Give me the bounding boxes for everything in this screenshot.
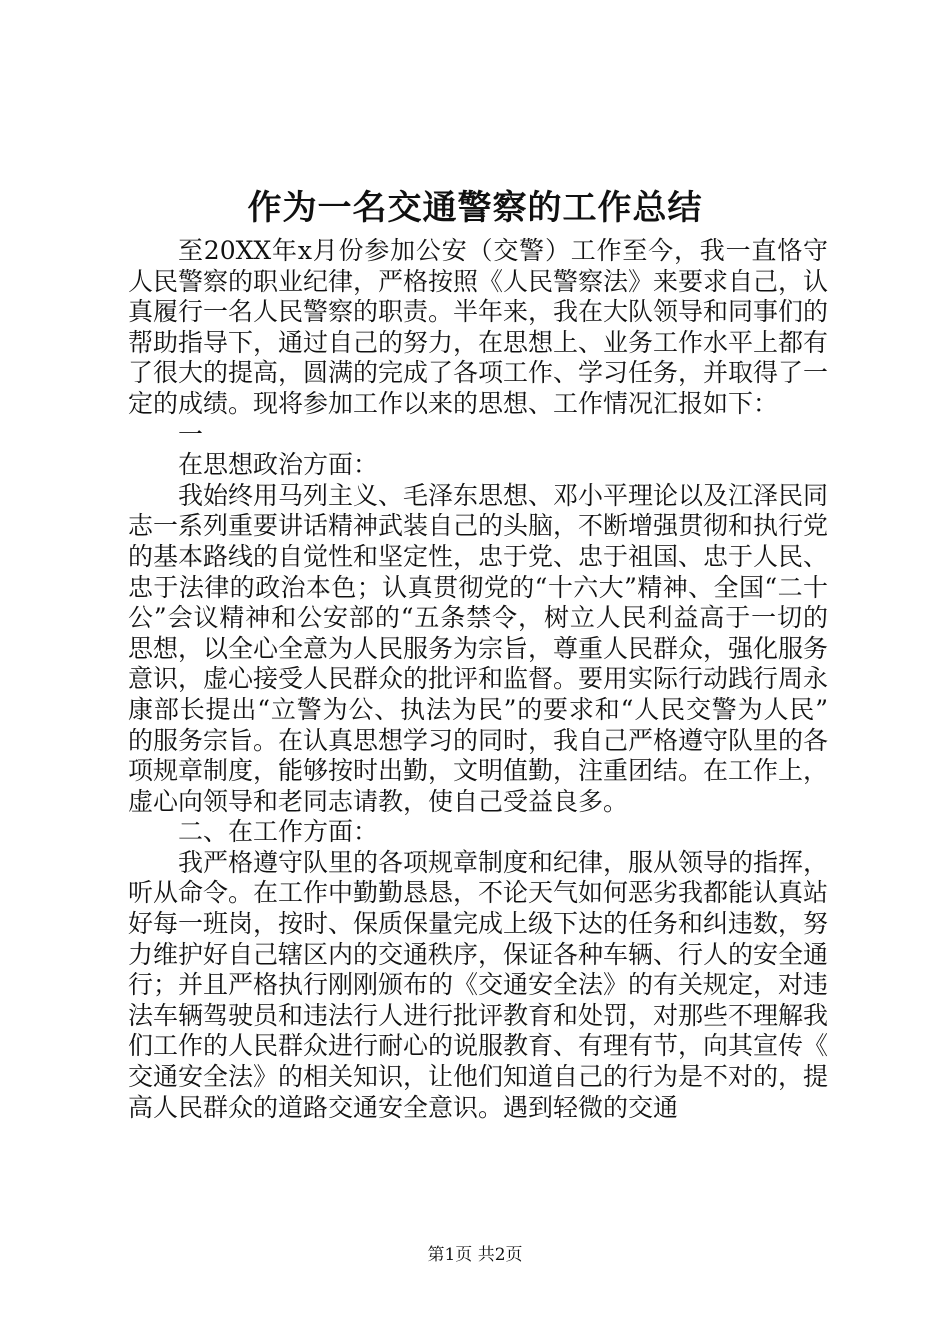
document-body	[128, 236, 828, 1123]
paragraph-work: 我严格遵守队里的各项规章制度和纪律，服从领导的指挥，听从命令。在工作中勤勤恳恳，不论天气如何恶劣我都能认真站好每一班岗，按时、保质保量完成上级下达的任务和纠违数，努力维护好自己辖区内的交通秩序，保证各种车辆、行人的安全通行；并且严格执行刚刚颁布的《交通安全法》的有关规定，对违法车辆驾驶员和违法行人进行批评教育和处罚，对那些不理解我们工作的人民群众进行耐心的说服教育、有理有节，向其宣传《交通安全法》的相关知识，让他们知道自己的行为是不对的，提高人民群众的道路交通安全意识。遇到轻微的交通	[128, 847, 829, 1122]
document-title: 作为一名交通警察的工作总结	[247, 188, 703, 228]
section-heading-politics: 在思想政治方面：	[178, 450, 379, 480]
page-footer: 第1页 共2页	[427, 1245, 523, 1265]
section-heading-work: 二、在工作方面：	[178, 817, 379, 847]
paragraph-intro: 至20XX年x月份参加公安（交警）工作至今，我一直恪守人民警察的职业纪律，严格按照《人民警察法》来要求自己，认真履行一名人民警察的职责。半年来，我在大队领导和同事们的帮助指导下，通过自己的努力，在思想上、业务工作水平上都有了很大的提高，圆满的完成了各项工作、学习任务，并取得了一定的成绩。现将参加工作以来的思想、工作情况汇报如下：	[128, 236, 829, 418]
section-number-one: 一	[178, 419, 204, 449]
paragraph-politics: 我始终用马列主义、毛泽东思想、邓小平理论以及江泽民同志一系列重要讲话精神武装自己的头脑，不断增强贯彻和执行党的基本路线的自觉性和坚定性，忠于党、忠于祖国、忠于人民、忠于法律的政治本色；认真贯彻党的“十六大”精神、全国“二十公”会议精神和公安部的“五条禁令，树立人民利益高于一切的思想，以全心全意为人民服务为宗旨，尊重人民群众，强化服务意识，虚心接受人民群众的批评和监督。要用实际行动践行周永康部长提出“立警为公、执法为民”的要求和“人民交警为人民”的服务宗旨。在认真思想学习的同时，我自己严格遵守队里的各项规章制度，能够按时出勤，文明值勤，注重团结。在工作上，虚心向领导和老同志请教，使自己受益良多。	[128, 480, 829, 816]
